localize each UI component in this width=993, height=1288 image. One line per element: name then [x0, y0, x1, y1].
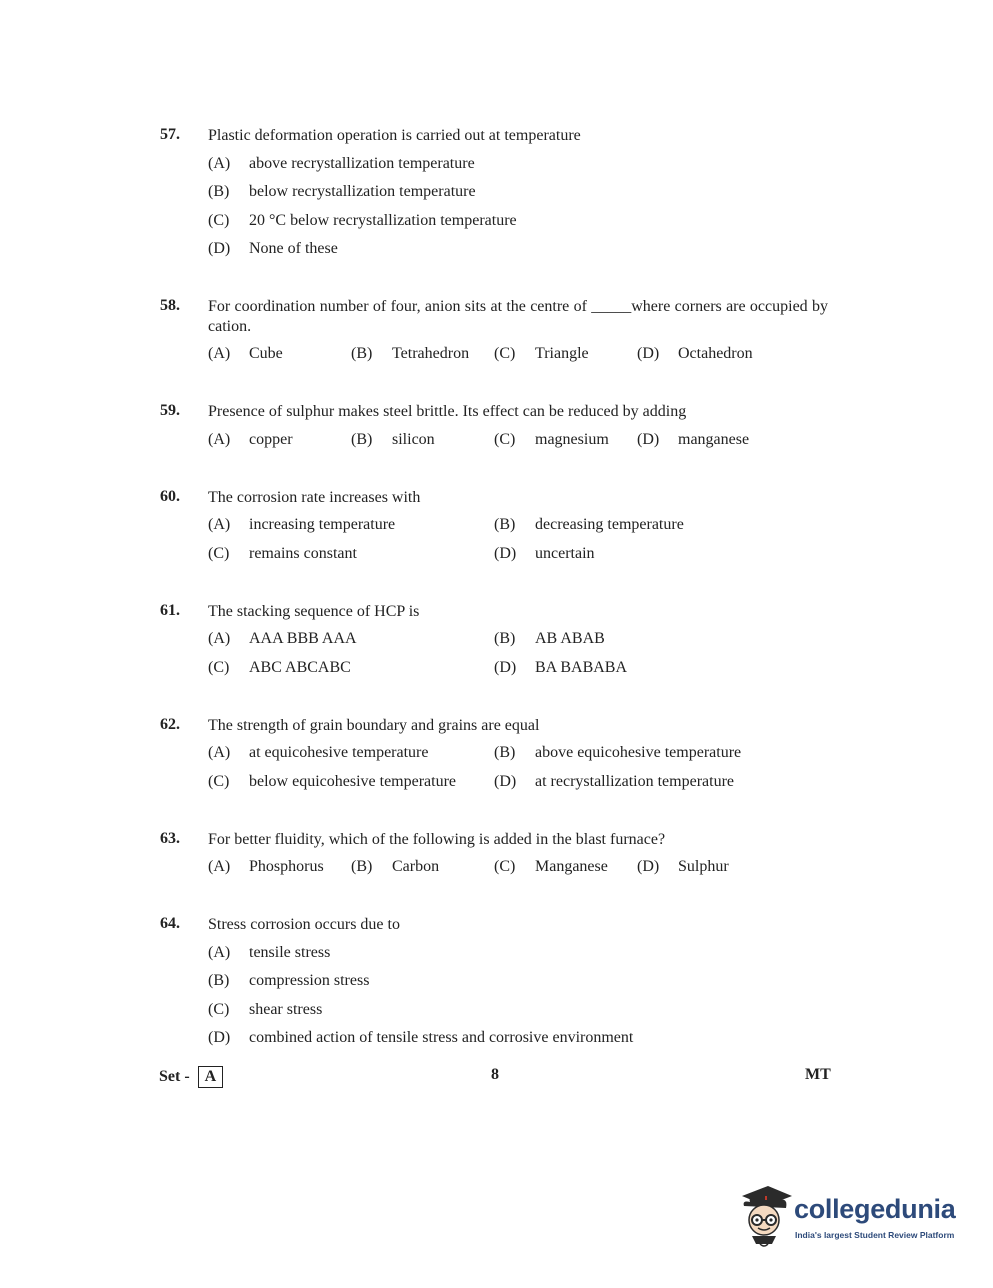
logo-tagline: India's largest Student Review Platform	[795, 1230, 955, 1240]
option-c: (C) ABC ABCABC	[208, 659, 351, 676]
page-number: 8	[491, 1066, 499, 1083]
logo-wordmark: collegedunia	[794, 1194, 956, 1224]
option-a: (A) Phosphorus	[208, 858, 324, 875]
option-a: (A) Cube	[208, 345, 283, 362]
question-text: Presence of sulphur makes steel brittle. Its effect can be reduced by adding	[208, 403, 687, 420]
question-text: The strength of grain boundary and grains are equal	[208, 717, 540, 734]
option-c: (C) remains constant	[208, 545, 357, 562]
question-text: Stress corrosion occurs due to	[208, 916, 400, 933]
question-text: For better fluidity, which of the following is added in the blast furnace?	[208, 831, 666, 848]
question-text: The corrosion rate increases with	[208, 489, 421, 506]
option-d: (D) uncertain	[494, 545, 595, 562]
option-c: (C) 20 °C below recrystallization temperature	[208, 212, 517, 229]
option-d: (D) Octahedron	[637, 345, 753, 362]
option-a: (A) above recrystallization temperature	[208, 155, 475, 172]
question-number: 59.	[160, 402, 180, 419]
set-label: Set -	[159, 1068, 190, 1085]
option-a: (A) copper	[208, 431, 293, 448]
option-b: (B) below recrystallization temperature	[208, 183, 476, 200]
option-c: (C) below equicohesive temperature	[208, 773, 457, 790]
collegedunia-logo	[736, 1182, 966, 1252]
question-number: 63.	[160, 830, 180, 847]
question-number: 61.	[160, 602, 180, 619]
question-text: For coordination number of four, anion sits at the centre of _____where corners are occupied by cation.	[208, 298, 828, 335]
option-d: (D) manganese	[637, 431, 750, 448]
option-b: (B) AB ABAB	[494, 630, 605, 647]
option-c: (C) magnesium	[494, 431, 609, 448]
option-c: (C) Manganese	[494, 858, 608, 875]
question-text: The stacking sequence of HCP is	[208, 603, 420, 620]
question-number: 58.	[160, 297, 180, 314]
option-b: (B) Tetrahedron	[351, 345, 470, 362]
option-b: (B) silicon	[351, 431, 435, 448]
set-indicator	[159, 1066, 223, 1088]
option-b: (B) decreasing temperature	[494, 516, 684, 533]
option-d: (D) BA BABABA	[494, 659, 628, 676]
option-a: (A) tensile stress	[208, 944, 331, 961]
set-value-box: A	[198, 1066, 224, 1088]
option-d: (D) Sulphur	[637, 858, 729, 875]
question-text: Plastic deformation operation is carried out at temperature	[208, 127, 581, 144]
option-a: (A) AAA BBB AAA	[208, 630, 357, 647]
option-d: (D) combined action of tensile stress and corrosive environment	[208, 1029, 634, 1046]
option-b: (B) compression stress	[208, 972, 370, 989]
paper-code: MT	[805, 1066, 831, 1083]
question-number: 60.	[160, 488, 180, 505]
question-number: 62.	[160, 716, 180, 733]
option-b: (B) Carbon	[351, 858, 440, 875]
question-number: 64.	[160, 915, 180, 932]
option-d: (D) None of these	[208, 240, 338, 257]
graduate-face-icon	[736, 1182, 794, 1252]
question-number: 57.	[160, 126, 180, 143]
option-d: (D) at recrystallization temperature	[494, 773, 735, 790]
option-b: (B) above equicohesive temperature	[494, 744, 742, 761]
option-a: (A) increasing temperature	[208, 516, 396, 533]
option-a: (A) at equicohesive temperature	[208, 744, 429, 761]
option-c: (C) shear stress	[208, 1001, 323, 1018]
option-c: (C) Triangle	[494, 345, 589, 362]
